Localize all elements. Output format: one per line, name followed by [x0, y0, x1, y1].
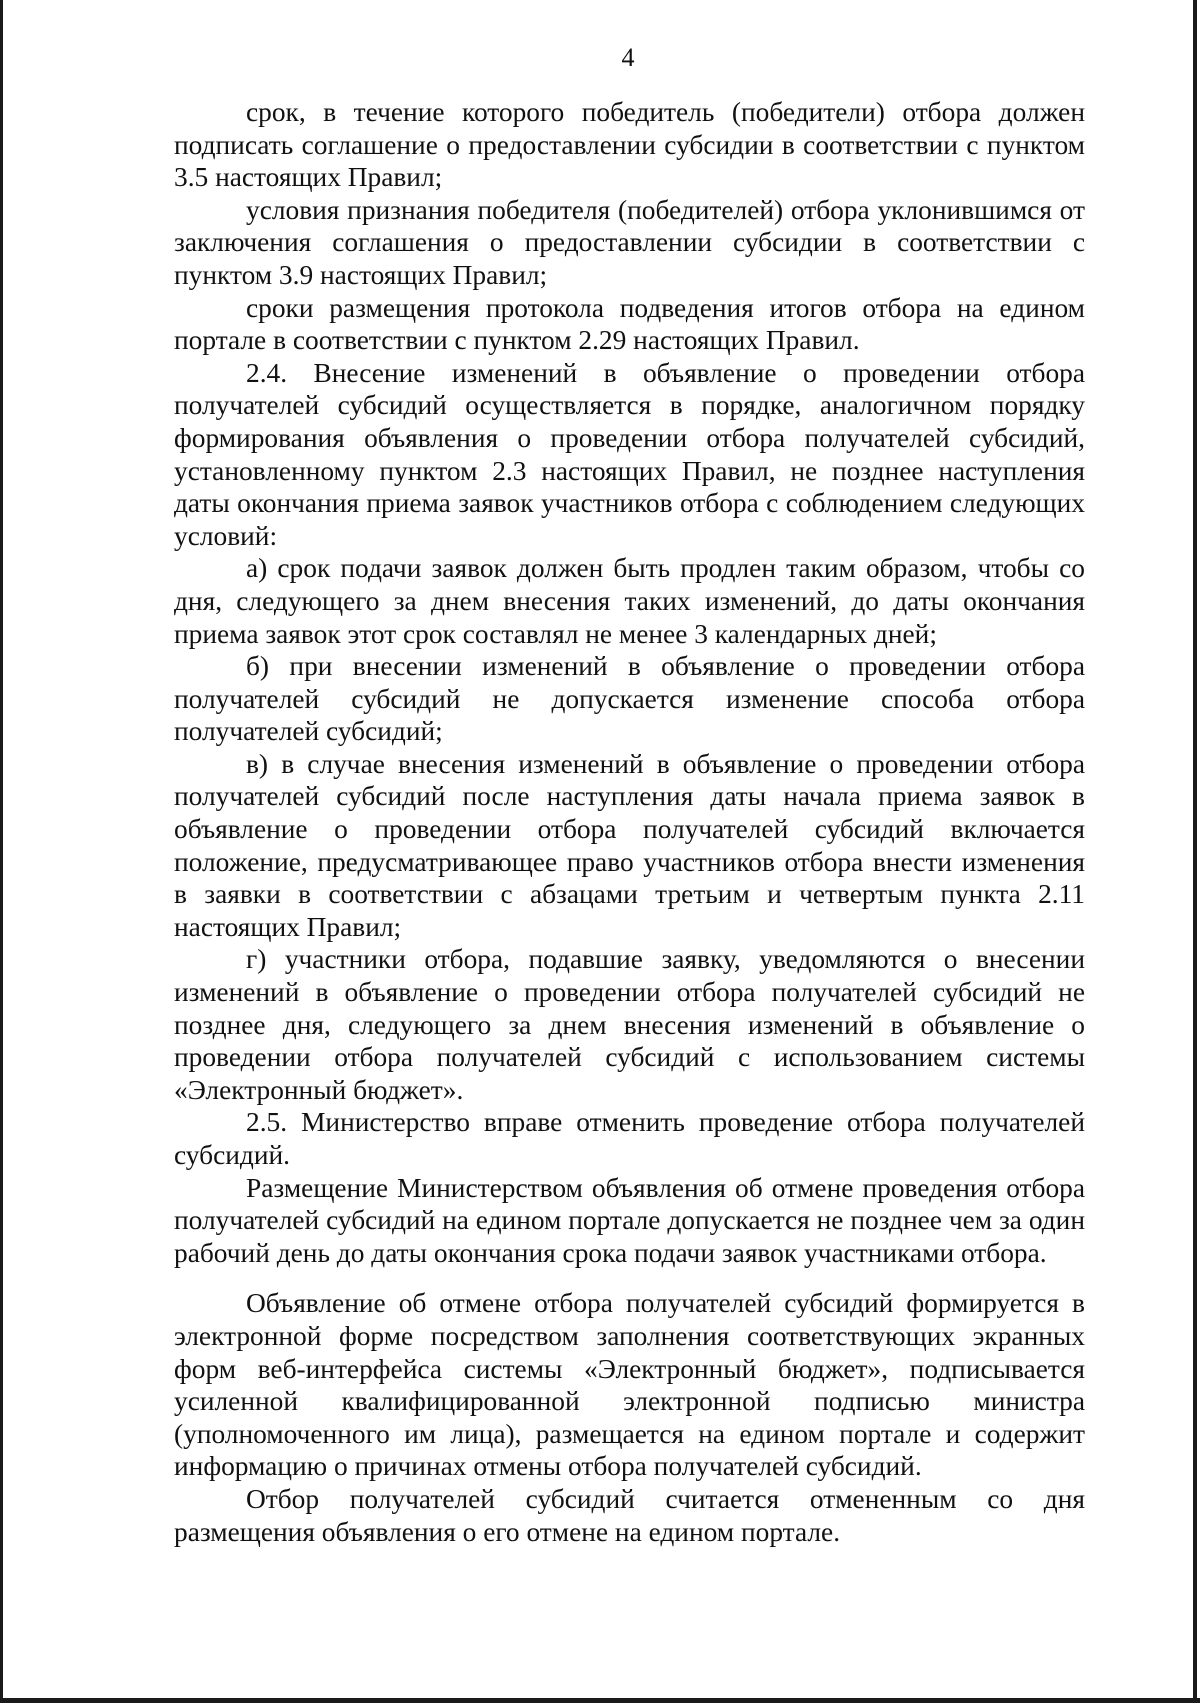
document-body [174, 96, 1085, 1548]
paragraph-cancellation-notice: Объявление об отмене отбора получателей субсидий формируется в электронной форме посредством заполнения соответствующих экранных форм веб-интерфейса системы «Электронный бюджет», подписывается усиленной квалифицированной электронной подписью министра (уполномоченного им лица), размещается на едином портале и содержит информацию о причинах отмены отбора получателей субсидий. [174, 1288, 1085, 1482]
paragraph-2-4-a: а) срок подачи заявок должен быть продлен таким образом, чтобы со дня, следующего за днем внесения таких изменений, до даты окончания приема заявок этот срок составлял не менее 3 календарных дней; [174, 553, 1085, 649]
page-number: 4 [621, 43, 635, 72]
scan-edge-left [0, 0, 3, 1703]
paragraph-cancellation-posting: Размещение Министерством объявления об отмене проведения отбора получателей субсидий на едином портале допускается не позднее чем за один рабочий день до даты окончания срока подачи заявок участниками отбора. [174, 1172, 1085, 1268]
paragraph-2-4: 2.4. Внесение изменений в объявление о проведении отбора получателей субсидий осуществляется в порядке, аналогичном порядку формирования объявления о проведении отбора получателей субсидий, установленному пунктом 2.3 настоящих Правил, не позднее наступления даты окончания приема заявок участников отбора с соблюдением следующих условий: [174, 357, 1085, 551]
scan-edge-right [1193, 0, 1197, 1703]
paragraph-evasion-conditions: условия признания победителя (победителей) отбора уклонившимся от заключения соглашения о предоставлении субсидии в соответствии с пунктом 3.9 настоящих Правил; [174, 194, 1085, 290]
paragraph-2-5: 2.5. Министерство вправе отменить проведение отбора получателей субсидий. [174, 1107, 1085, 1170]
paragraph-deadline-agreement: срок, в течение которого победитель (победители) отбора должен подписать соглашение о предоставлении субсидии в соответствии с пунктом 3.5 настоящих Правил; [174, 97, 1085, 193]
paragraph-2-4-b: б) при внесении изменений в объявление о проведении отбора получателей субсидий не допускается изменение способа отбора получателей субсидий; [174, 651, 1085, 747]
paragraph-cancellation-effective: Отбор получателей субсидий считается отмененным со дня размещения объявления о его отмене на едином портале. [174, 1483, 1085, 1547]
paragraph-protocol-deadlines: сроки размещения протокола подведения итогов отбора на едином портале в соответствии с пунктом 2.29 настоящих Правил. [174, 292, 1085, 356]
scan-edge-bottom [0, 1698, 1200, 1703]
paragraph-2-4-g: г) участники отбора, подавшие заявку, уведомляются о внесении изменений в объявление о проведении отбора получателей субсидий не позднее дня, следующего за днем внесения изменений в объявление о проведении отбора получателей субсидий с использованием системы «Электронный бюджет». [174, 944, 1085, 1105]
paragraph-2-4-v: в) в случае внесения изменений в объявление о проведении отбора получателей субсидий после наступления даты начала приема заявок в объявление о проведении отбора получателей субсидий включается положение, предусматривающее право участников отбора внести изменения в заявки в соответствии с абзацами третьим и четвертым пункта 2.11 настоящих Правил; [174, 748, 1085, 942]
